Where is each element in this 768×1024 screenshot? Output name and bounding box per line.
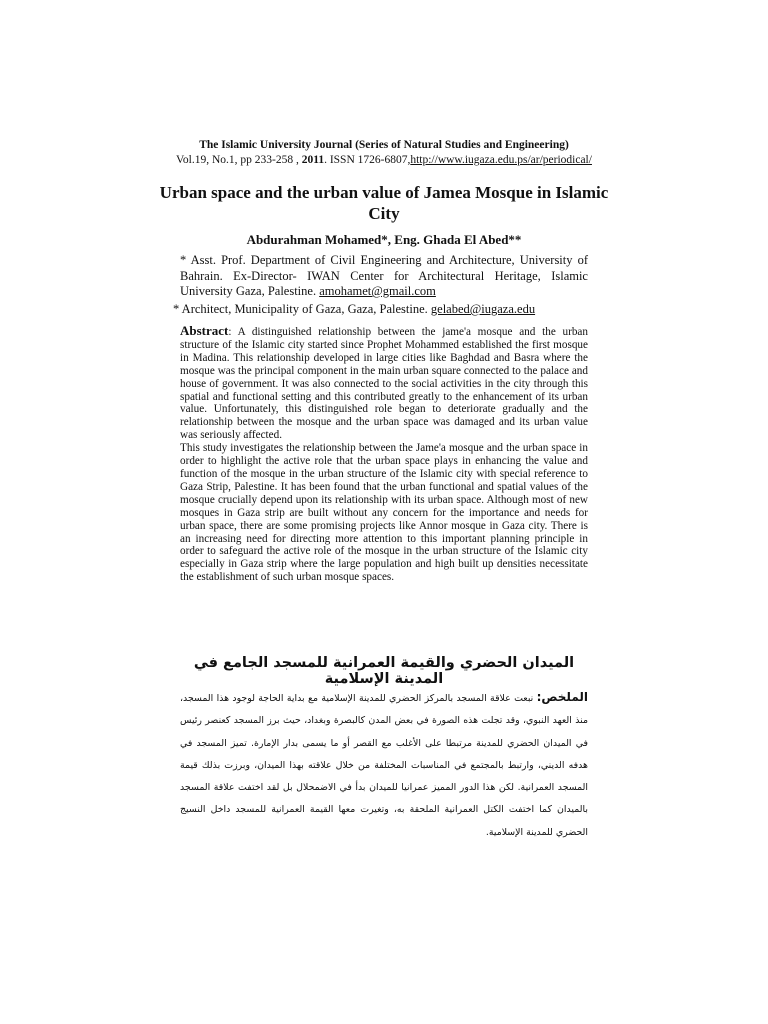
authors: Abdurahman Mohamed*, Eng. Ghada El Abed** (246, 232, 522, 247)
journal-header (0, 138, 768, 168)
affiliation-first-text: * Asst. Prof. Department of Civil Engineering and Architecture, University of Bahrain. Ex-Director- IWAN Center for Architectural Heritage, Islamic University Gaza, Palestine. (180, 253, 588, 298)
journal-name: The Islamic University Journal (Series of Natural Studies and Engineering) (199, 139, 569, 151)
email-link-first[interactable]: amohamet@gmail.com (319, 284, 436, 298)
journal-url-link[interactable]: http://www.iugaza.edu.ps/ar/periodical/ (410, 154, 592, 166)
arabic-abstract (180, 686, 588, 844)
abstract-paragraph-1 (180, 325, 588, 442)
arabic-title: الميدان الحضري والقيمة العمرانية للمسجد الجامع في المدينة الإسلامية (193, 655, 575, 687)
abstract-heading: Abstract (180, 323, 229, 338)
paper-title: Urban space and the urban value of Jamea Mosque in Islamic City (159, 183, 609, 223)
affiliation-first (180, 253, 588, 300)
arabic-abstract-heading: الملخص: (536, 690, 588, 704)
affiliation-second (173, 302, 593, 318)
email-link-second[interactable]: gelabed@iugaza.edu (430, 302, 536, 316)
volume-pages: Vol.19, No.1, pp 233-258 , (176, 154, 302, 166)
abstract (180, 325, 588, 584)
publication-year: 2011 (301, 154, 325, 166)
issn: . ISSN 1726-6807, (324, 154, 411, 166)
abstract-text-1: : A distinguished relationship between the jame'a mosque and the urban structure of the Islamic city started since Prophet Mohammed established the first mosque in Madina. This relationship developed in large cities like Baghdad and Basra where the mosque was the principal component in the main urban square connected to the palace and house of government. It was also connected to the social activities in the city through this spatial and functional setting and this contributed greatly to the enhancement of its urban value. Unfortunately, this distinguished role began to deteriorate gradually and the relationship between the mosque and the urban space was damaged and its urban value was seriously affected. (180, 326, 588, 442)
volume-line (0, 153, 768, 168)
abstract-paragraph-2: This study investigates the relationship between the Jame'a mosque and the urban space in order to highlight the active role that the urban space plays in enhancing the value and function of the mosque in the urban structure of the Islamic city with special reference to Gaza Strip, Palestine. It has been found that the urban functional and spatial values of the mosque crucially depend upon its relationship with its urban space. Although most of new mosques in Gaza strip are built without any concern for the importance and needs for urban space, there are some promising projects like Annor mosque in Gaza city. There is an increasing need for directing more attention to this important planning principle in order to safeguard the active role of the mosque in the urban structure of the Islamic city especially in Gaza strip where the large population and high built up densities necessitate the establishment of such urban mosque spaces. (180, 442, 588, 584)
affiliation-second-text: * Architect, Municipality of Gaza, Gaza, Palestine. (173, 302, 431, 316)
arabic-abstract-text: نبعت علاقة المسجد بالمركز الحضري للمدينة الإسلامية مع بداية الحاجة لوجود هذا المسجد، منذ العهد النبوي، وقد تجلت هذه الصورة في بعض المدن كالبصرة وبغداد، حيث برز المسجد كعنصر رئيس في الميدان الحضري للمدينة مرتبطا على الأغلب مع القصر أو ما يسمى بدار الإمارة. تميز المسجد في هدفه الديني، وارتبط بالمجتمع في المناسبات المختلفة من خلال علاقته بهذا الميدان، وبرزت بذلك قيمة المسجد العمرانية. لكن هذا الدور المميز عمرانيا للميدان بدأ في الاضمحلال بل لقد اختفت علاقة المسجد بالميدان كما اختفت الكتل العمرانية الملحقة به، وتغيرت معها القيمة العمرانية للمسجد داخل النسيج الحضري للمدينة الإسلامية. (180, 693, 588, 838)
